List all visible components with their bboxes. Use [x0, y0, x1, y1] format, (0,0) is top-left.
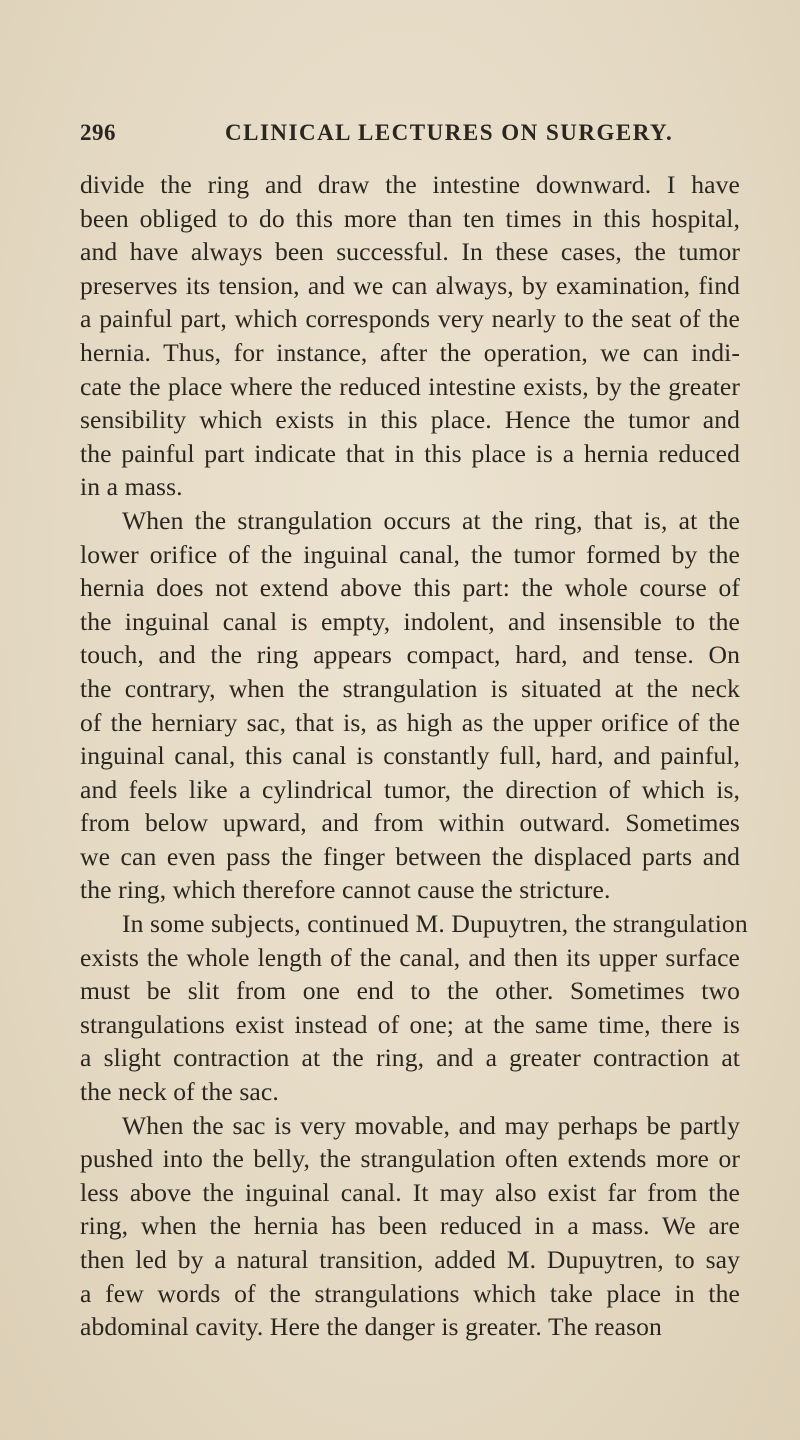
text-line: and have always been successful. In these cases, the tumor — [80, 237, 740, 267]
text-line: in a mass. — [80, 472, 183, 502]
text-line: When the sac is very movable, and may perhaps be partly — [122, 1110, 740, 1140]
paragraph-p3 — [80, 907, 748, 1109]
text-line: from below upward, and from within outward. Sometimes — [80, 808, 740, 838]
text-line: When the strangulation occurs at the ring, that is, at the — [122, 505, 740, 535]
text-line: the painful part indicate that in this place is a hernia reduced — [80, 438, 740, 468]
text-line: ring, when the hernia has been reduced in a mass. We are — [80, 1211, 740, 1241]
page-header — [80, 120, 740, 168]
text-line: lower orifice of the inguinal canal, the tumor formed by the — [80, 539, 740, 569]
text-line: sensibility which exists in this place. Hence the tumor and — [80, 405, 740, 435]
text-line: pushed into the belly, the strangulation often extends more or — [80, 1144, 740, 1174]
text-line: abdominal cavity. Here the danger is greater. The reason — [80, 1312, 662, 1342]
text-line: strangulations exist instead of one; at the same time, there is — [80, 1009, 740, 1039]
text-line: a painful part, which corresponds very nearly to the seat of the — [80, 304, 740, 334]
paragraph-p2 — [80, 504, 740, 907]
text-line: we can even pass the finger between the displaced parts and — [80, 841, 740, 871]
text-line: touch, and the ring appears compact, hard, and tense. On — [80, 640, 740, 670]
text-line: the neck of the sac. — [80, 1077, 279, 1107]
text-line: In some subjects, continued M. Dupuytren, the strangulation — [122, 909, 748, 939]
text-line: the inguinal canal is empty, indolent, and insensible to the — [80, 606, 740, 636]
text-line: then led by a natural transition, added M. Dupuytren, to say — [80, 1245, 740, 1274]
text-line: hernia does not extend above this part: the whole course of — [80, 573, 740, 603]
text-line: preserves its tension, and we can always, by examination, find — [80, 270, 740, 300]
text-line: cate the place where the reduced intestine exists, by the greater — [80, 371, 740, 401]
text-line: a few words of the strangulations which take place in the — [80, 1278, 740, 1308]
text-line: divide the ring and draw the intestine downward. I have — [80, 170, 740, 199]
body-text — [80, 168, 748, 1344]
text-line: must be slit from one end to the other. Sometimes two — [80, 976, 740, 1006]
text-line: been obliged to do this more than ten times in this hospital, — [80, 203, 740, 233]
paragraph-p4 — [80, 1109, 740, 1344]
text-line: hernia. Thus, for instance, after the operation, we can indi- — [80, 337, 740, 367]
text-line: inguinal canal, this canal is constantly full, hard, and painful, — [80, 741, 740, 771]
page-number: 296 — [80, 120, 116, 145]
text-line: exists the whole length of the canal, and then its upper surface — [80, 942, 740, 972]
text-line: less above the inguinal canal. It may also exist far from the — [80, 1177, 740, 1207]
text-line: and feels like a cylindrical tumor, the direction of which is, — [80, 774, 740, 804]
text-line: a slight contraction at the ring, and a greater contraction at — [80, 1043, 740, 1073]
text-line: the ring, which therefore cannot cause the stricture. — [80, 875, 611, 905]
running-head: CLINICAL LECTURES ON SURGERY. — [225, 120, 674, 145]
paragraph-p1 — [80, 168, 740, 504]
text-line: of the herniary sac, that is, as high as the upper orifice of the — [80, 707, 740, 737]
text-line: the contrary, when the strangulation is situated at the neck — [80, 673, 740, 703]
